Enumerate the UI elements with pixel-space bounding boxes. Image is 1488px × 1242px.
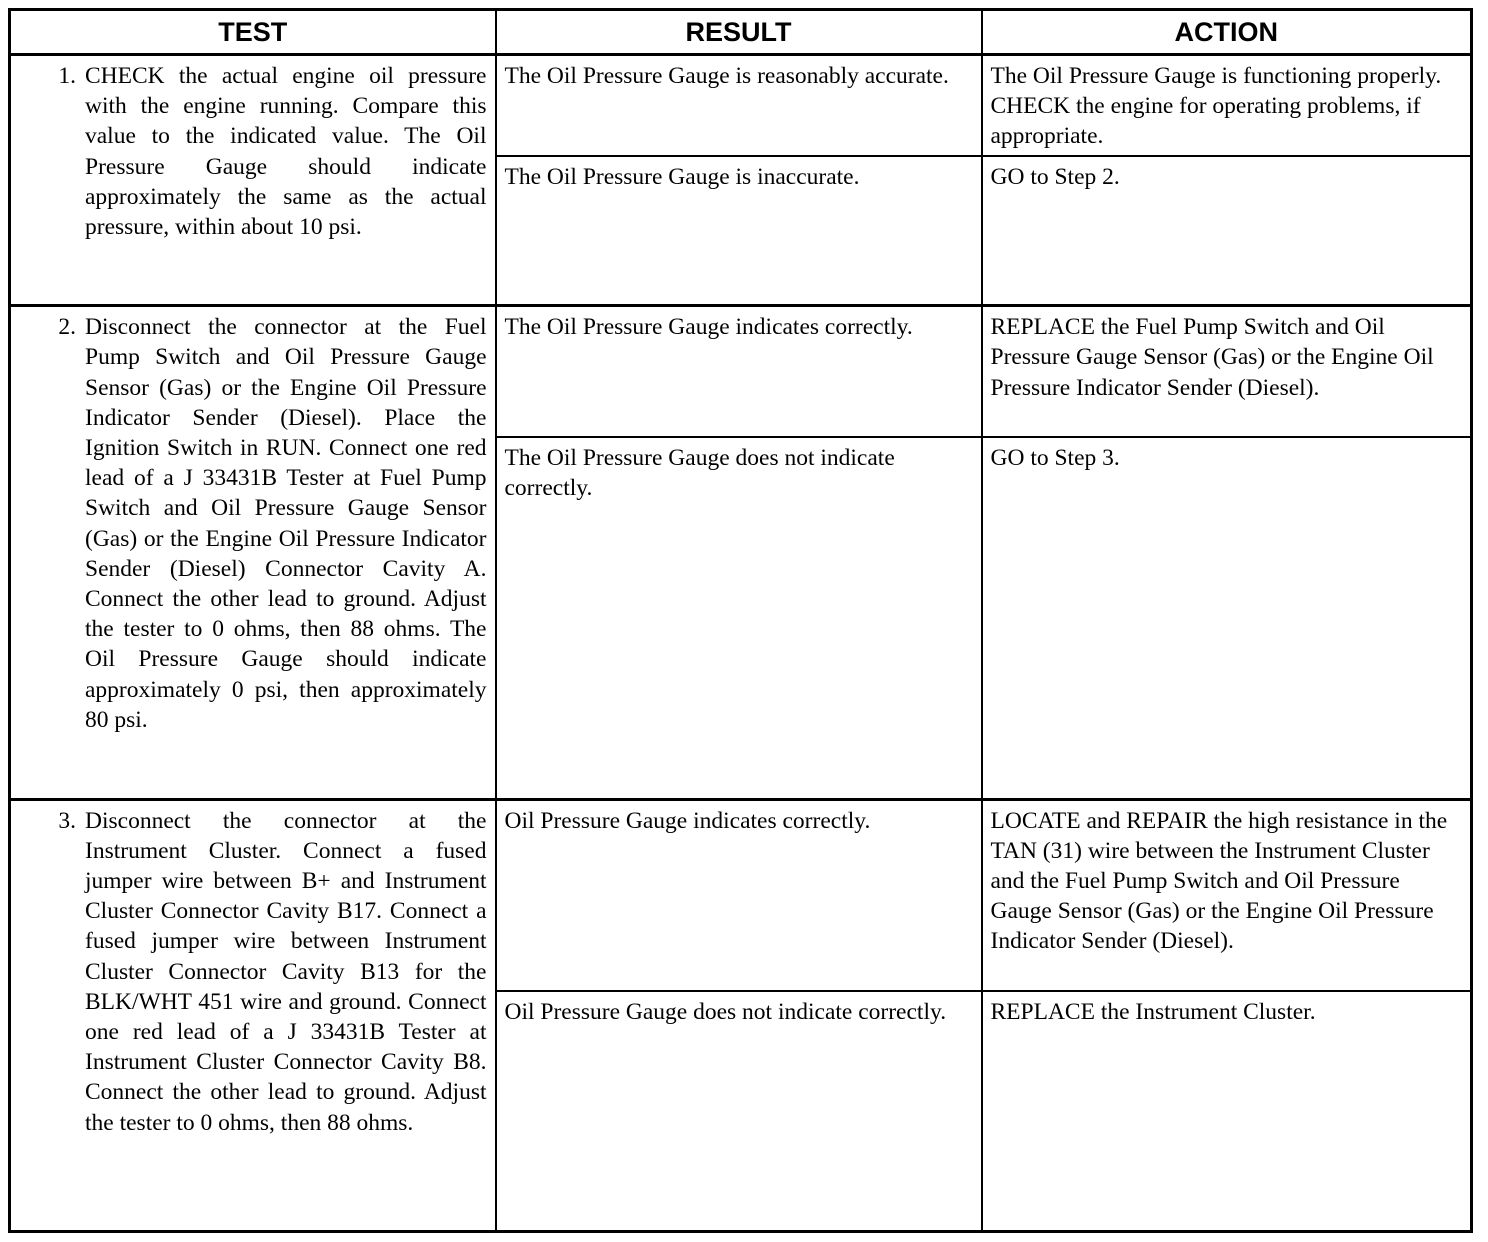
result-cell: The Oil Pressure Gauge does not indicate correctly. bbox=[496, 437, 982, 799]
action-cell: GO to Step 2. bbox=[982, 156, 1472, 306]
table-row bbox=[10, 306, 1472, 437]
header-row bbox=[10, 10, 1472, 55]
action-cell: LOCATE and REPAIR the high resistance in the TAN (31) wire between the Instrument Cluster and the Fuel Pump Switch and Oil Pressure Gauge Sensor (Gas) or the Engine Oil Pressure Indicator Sender (Diesel). bbox=[982, 799, 1472, 991]
table-row bbox=[10, 55, 1472, 156]
table-row bbox=[10, 799, 1472, 991]
test-text: Disconnect the connector at the Fuel Pump Switch and Oil Pressure Gauge Sensor (Gas) or the Engine Oil Pressure Indicator Sender (Diesel). Place the Ignition Switch in RUN. Connect one red lead of a J 33431B Tester at Fuel Pump Switch and Oil Pressure Gauge Sensor (Gas) or the Engine Oil Pressure Indicator Sender (Diesel) Connector Cavity A. Connect the other lead to ground. Adjust the tester to 0 ohms, then 88 ohms. The Oil Pressure Gauge should indicate approximately 0 psi, then approximately 80 psi. bbox=[85, 314, 487, 733]
result-cell: The Oil Pressure Gauge is reasonably accurate. bbox=[496, 55, 982, 156]
step-number: 2. bbox=[58, 314, 76, 341]
header-action: ACTION bbox=[982, 10, 1472, 55]
action-cell: REPLACE the Fuel Pump Switch and Oil Pressure Gauge Sensor (Gas) or the Engine Oil Pressure Indicator Sender (Diesel). bbox=[982, 306, 1472, 437]
result-cell: Oil Pressure Gauge indicates correctly. bbox=[496, 799, 982, 991]
test-text: Disconnect the connector at the Instrument Cluster. Connect a fused jumper wire between B+ and Instrument Cluster Connector Cavity B17. Connect a fused jumper wire between Instrument Cluster Connector Cavity B13 for the BLK/WHT 451 wire and ground. Connect one red lead of a J 33431B Tester at Instrument Cluster Connector Cavity B8. Connect the other lead to ground. Adjust the tester to 0 ohms, then 88 ohms. bbox=[85, 807, 487, 1136]
result-cell: Oil Pressure Gauge does not indicate correctly. bbox=[496, 991, 982, 1231]
test-cell-step-2 bbox=[10, 306, 496, 799]
result-cell: The Oil Pressure Gauge is inaccurate. bbox=[496, 156, 982, 306]
step-number: 3. bbox=[58, 807, 76, 834]
action-cell: GO to Step 3. bbox=[982, 437, 1472, 799]
test-cell-step-1 bbox=[10, 55, 496, 306]
header-test: TEST bbox=[10, 10, 496, 55]
test-text: CHECK the actual engine oil pressure with the engine running. Compare this value to the indicated value. The Oil Pressure Gauge should indicate approximately the same as the actual pressure, within about 10 psi. bbox=[85, 63, 487, 241]
diagnostic-table bbox=[8, 8, 1473, 1233]
result-cell: The Oil Pressure Gauge indicates correctly. bbox=[496, 306, 982, 437]
action-cell: The Oil Pressure Gauge is functioning properly. CHECK the engine for operating problems, if appropriate. bbox=[982, 55, 1472, 156]
header-result: RESULT bbox=[496, 10, 982, 55]
test-cell-step-3 bbox=[10, 799, 496, 1231]
step-number: 1. bbox=[58, 63, 76, 89]
action-cell: REPLACE the Instrument Cluster. bbox=[982, 991, 1472, 1231]
